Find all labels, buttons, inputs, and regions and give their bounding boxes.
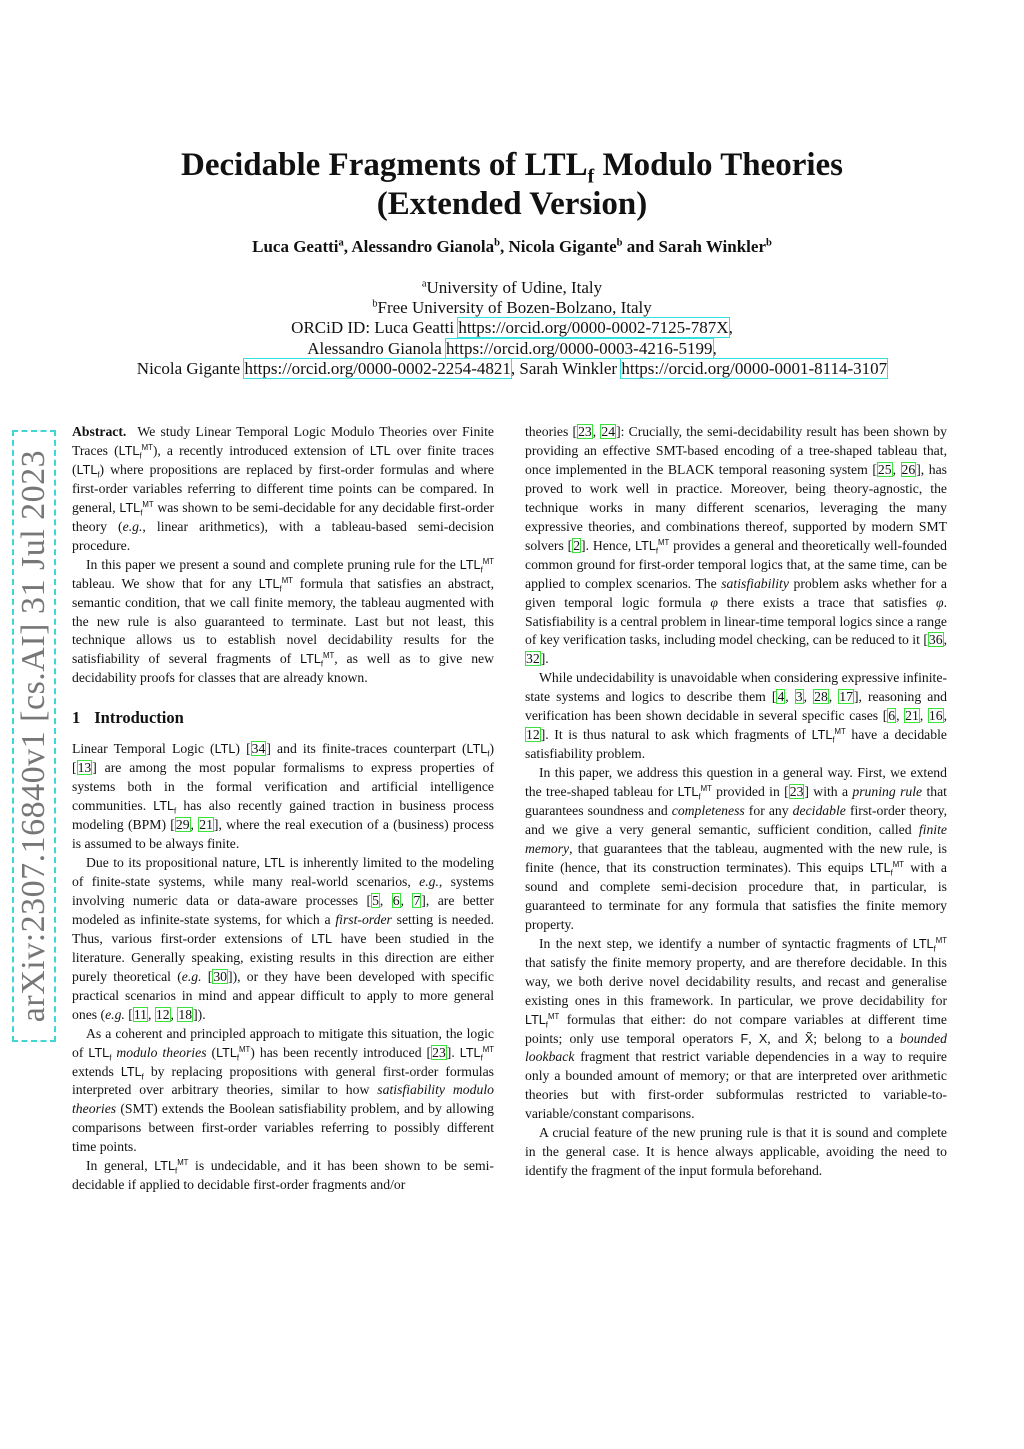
intro-paragraph-3: As a coherent and principled approach to mitigate this situation, the logic of $LTL_f$ modulo theories $(LTL_f^{MT})$ has been recently introduced [23]. $LTL_f^{MT}$ extends $LTL_f$ by replacing propositions with general first-order formulas interpreted over arbitrary theories, similar to how satisfiability modulo theories (SMT) extends the Boolean satisfiability problem, and by allowing comparisons between first-order variables referring to possibly different time points. (72, 1025, 494, 1155)
citation-link[interactable]: 17 (839, 689, 853, 705)
intro-paragraph-4: In general, $LTL_f^{MT}$ is undecidable, and it has been shown to be semi-decidable if applied to decidable first-order fragments and/or (72, 1158, 494, 1193)
citation-link[interactable]: 23 (789, 784, 804, 800)
affiliation-a: $^a$University of Udine, Italy (421, 278, 603, 297)
author-name: Sarah Winkler (658, 237, 766, 256)
citation-link[interactable]: 6 (888, 708, 896, 724)
abstract-heading: Abstract. (72, 424, 127, 439)
author-name: Alessandro Gianola (351, 237, 495, 256)
author-list: Luca Geatti$^a$, Alessandro Gianola$^b$, Nicola Gigante$^b$ and Sarah Winkler$^b$ (252, 237, 772, 256)
right-paragraph-5: A crucial feature of the new pruning rule is that it is sound and complete in the general case. It is hence always applicable, avoiding the need to identify the fragment of the input formula beforehand. (525, 1125, 947, 1179)
citation-link[interactable]: 18 (178, 1006, 193, 1022)
author-name: Luca Geatti (252, 237, 339, 256)
right-paragraph-3: In this paper, we address this question in a general way. First, we extend the tree-shaped tableau for $LTL_f^{MT}$ provided in [23] with a pruning rule that guarantees soundness and completeness for any decidable first-order theory, and we give a very general semantic, sufficient condition, called finite memory, that guarantees that the tableau, augmented with the new rule, is finite (hence, that its construction terminates). This equips $LTL_f^{MT}$ with a sound and complete semi-decision procedure that, in particular, is guaranteed to terminate for any formula that satisfies the finite memory property. (525, 765, 947, 932)
orcid-line-3: Nicola Gigante https://orcid.org/0000-0002-2254-4821, Sarah Winkler https://orcid.org/0000-0001-8114-3107 (136, 358, 888, 378)
citation-link[interactable]: 7 (413, 892, 421, 908)
citation-link[interactable]: 5 (372, 892, 379, 908)
citation-link[interactable]: 28 (814, 689, 828, 705)
right-column (525, 423, 947, 1181)
orcid-link-geatti[interactable]: https://orcid.org/0000-0002-7125-787X (458, 318, 729, 338)
left-column (72, 423, 494, 1195)
citation-link[interactable]: 6 (392, 892, 400, 908)
orcid-line-2: Alessandro Gianola https://orcid.org/0000-0003-4216-5199, (307, 338, 717, 358)
citation-link[interactable]: 32 (526, 651, 540, 667)
abstract-paragraph-2: In this paper we present a sound and complete pruning rule for the $LTL_f^{MT}$ tableau. We show that for any $LTL_f^{MT}$ formula that satisfies an abstract, semantic condition, that we call finite memory, the tableau augmented with the new rule is also guaranteed to terminate. Last but not least, this technique allows us to establish novel decidability results for the satisfiability of several fragments of $LTL_f^{MT}$, as well as to give new decidability proofs for classes that are already known. (72, 556, 494, 686)
citation-link[interactable]: 16 (928, 708, 943, 724)
citation-link[interactable]: 30 (213, 968, 228, 984)
orcid-link-gigante[interactable]: https://orcid.org/0000-0002-2254-4821 (244, 358, 511, 378)
citation-link[interactable]: 12 (155, 1006, 170, 1022)
abstract-paragraph-1: Abstract. We study Linear Temporal Logic Modulo Theories over Finite Traces $(LTL_f^{MT})$, a recently introduced extension of LTL over finite traces $(LTL_f)$ where propositions are replaced by first-order formulas and where first-order variables referring to different time points can be compared. In general, $LTL_f^{MT}$ was shown to be semi-decidable for any decidable first-order theory (e.g., linear arithmetics), with a tableau-based semi-decision procedure. (72, 424, 494, 553)
citation-link[interactable]: 24 (601, 424, 616, 439)
section-heading-introduction: 1 Introduction (72, 708, 184, 728)
citation-link[interactable]: 21 (199, 817, 213, 833)
affiliations (60, 278, 964, 379)
citation-link[interactable]: 3 (795, 689, 803, 705)
phi-symbol: φ (710, 594, 718, 610)
citation-link[interactable]: 11 (133, 1006, 148, 1022)
citation-link[interactable]: 4 (777, 689, 785, 705)
arxiv-stamp (12, 430, 56, 1042)
orcid-line-1: ORCiD ID: Luca Geatti https://orcid.org/0000-0002-7125-787X, (291, 318, 733, 338)
right-paragraph-2: While undecidability is unavoidable when considering expressive infinite-state systems and logics to describe them [4, 3, 28, 17], reasoning and verification has been shown decidable in several specific cases [6, 21, 16, 12]. It is thus natural to ask which fragments of $LTL_f^{MT}$ have a decidable satisfiability problem. (525, 670, 948, 762)
citation-link[interactable]: 23 (578, 424, 592, 439)
citation-link[interactable]: 2 (573, 537, 581, 553)
arxiv-identifier: arXiv:2307.16840v1 [cs.AI] 31 Jul 2023 (15, 449, 52, 1023)
citation-link[interactable]: 23 (432, 1044, 446, 1060)
author-name: Nicola Gigante (508, 237, 617, 256)
citation-link[interactable]: 36 (928, 632, 943, 648)
citation-link[interactable]: 25 (877, 461, 892, 477)
citation-link[interactable]: 13 (77, 760, 92, 776)
citation-link[interactable]: 26 (901, 461, 916, 477)
citation-link[interactable]: 21 (905, 708, 919, 724)
citation-link[interactable]: 12 (526, 727, 540, 743)
right-paragraph-4: In the next step, we identify a number of syntactic fragments of $LTL_f^{MT}$ that satisfy the finite memory property, and are therefore decidable. In this way, we both derive novel decidability results, and recast and generalise existing ones in this framework. In particular, we prove decidability for $LTL_f^{MT}$ formulas that either: do not compare variables at different time points; only use temporal operators F, X, and X̃; belong to a bounded lookback fragment that restrict variable dependencies in a way to require only a bounded amount of memory; or that are interpreted over arithmetic theories but with first-order subformulas restricted to variable-to-variable/constant comparisons. (525, 935, 948, 1122)
orcid-link-winkler[interactable]: https://orcid.org/0000-0001-8114-3107 (621, 358, 888, 378)
right-paragraph-1: theories [23, 24]: Crucially, the semi-decidability result has been shown by providing an effective SMT-based encoding of a tree-shaped tableau that, once implemented in the BLACK temporal reasoning system [25, 26], has proved to work well in practice. Moreover, being theory-agnostic, the technique works in many different scenarios, leveraging the many expressive theories, and combinations thereof, supported by modern SMT solvers [2]. Hence, $LTL_f^{MT}$ provides a general and theoretically well-founded common ground for first-order temporal logics that, at the same time, can be applied to complex scenarios. The satisfiability problem asks whether for a given temporal logic formula φ there exists a trace that satisfies φ. Satisfiability is a central problem in linear-time temporal logics since a range of key verification tasks, including model checking, can be reduced to it [36, 32]. (525, 424, 947, 667)
citation-link[interactable]: 29 (175, 817, 190, 833)
affiliation-b: $^b$Free University of Bozen-Bolzano, Italy (372, 298, 652, 318)
paper-title: Decidable Fragments of $LTL_f$ Modulo Theories (Extended Version) (180, 147, 844, 222)
intro-paragraph-1: Linear Temporal Logic (LTL) [34] and its finite-traces counterpart $(LTL_f)$ [13] are among the most popular formalisms to express properties of systems both in the formal verification and artificial intelligence communities. $LTL_f$ has also recently gained traction in business process modeling (BPM) [29, 21], where the real execution of a (business) process is assumed to be always finite. (72, 741, 495, 852)
citation-link[interactable]: 34 (251, 741, 266, 757)
orcid-link-gianola[interactable]: https://orcid.org/0000-0003-4216-5199 (446, 338, 713, 358)
intro-paragraph-2: Due to its propositional nature, LTL is inherently limited to the modeling of finite-state systems, while many real-world scenarios, e.g., systems involving numeric data or data-aware processes [5, 6, 7], are better modeled as infinite-state systems, for which a first-order setting is needed. Thus, various first-order extensions of LTL have been studied in the literature. Generally speaking, existing results in this direction are either purely theoretical (e.g. [30]), or they have been developed with specific practical scenarios in mind and appear difficult to apply to more general ones (e.g. [11, 12, 18]). (72, 855, 494, 1022)
